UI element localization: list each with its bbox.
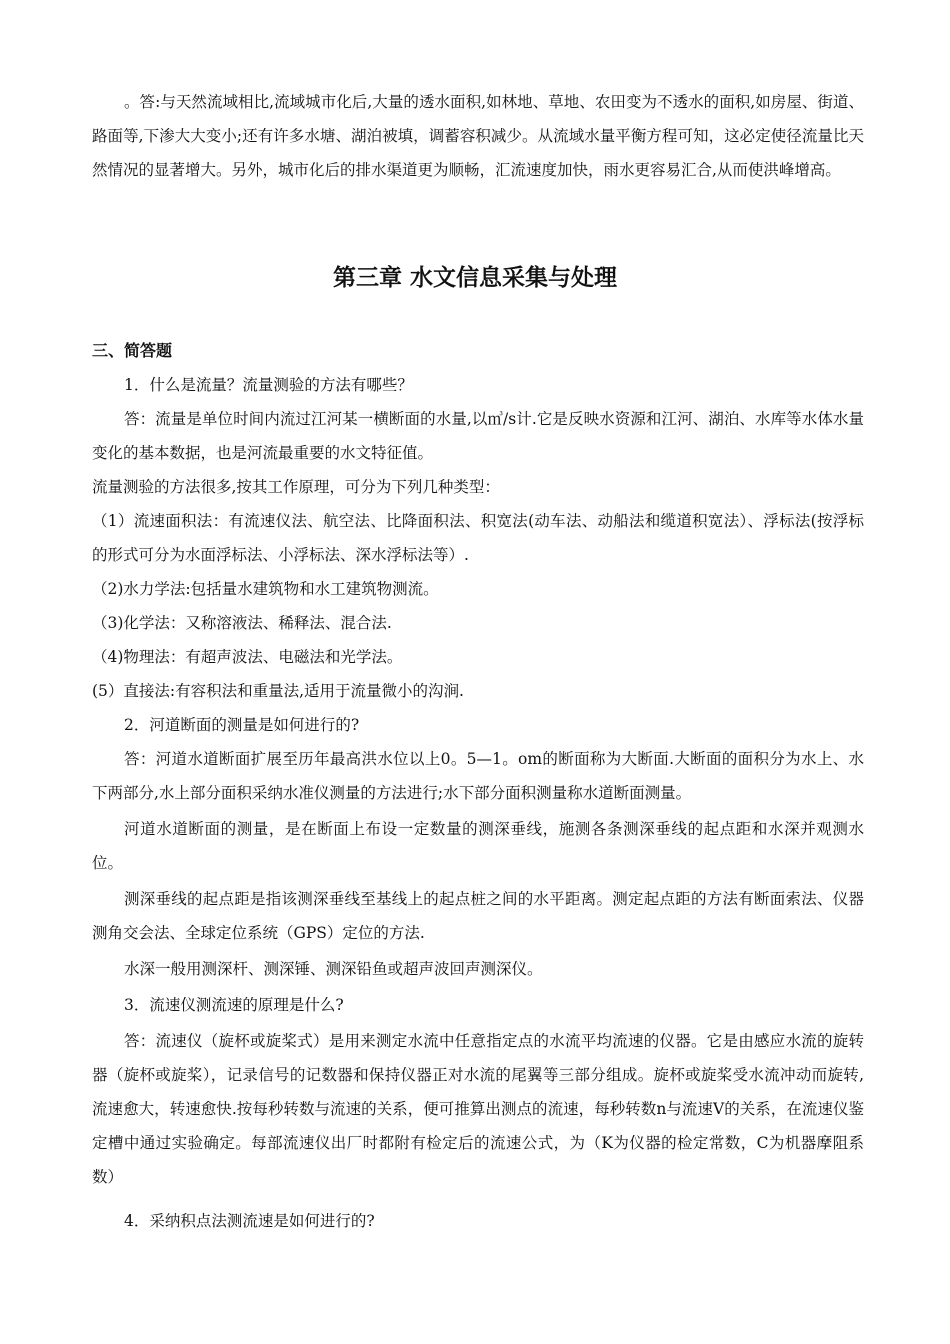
q3-answer: 答：流速仪（旋杯或旋桨式）是用来测定水流中任意指定点的水流平均流速的仪器。它是由感应水流的旋转器（旋杯或旋桨），记录信号的记数器和保持仪器正对水流的尾翼等三部分组成。旋杯或旋桨受水流冲动而旋转,流速愈大，转速愈快.按每秒转数与流速的关系，便可推算出测点的流速，每秒转数n与流速V的关系，在流速仪鉴定槽中通过实验确定。每部流速仪出厂时都附有检定后的流速公式，为（K为仪器的检定常数，C为机器摩阻系数）: [92, 1032, 864, 1186]
q1-method-5: (5）直接法:有容积法和重量法,适用于流量微小的沟涧.: [92, 682, 464, 700]
q1-method-3: （3)化学法：又称溶液法、稀释法、混合法.: [92, 614, 392, 632]
q1-question: 1．什么是流量？流量测验的方法有哪些？: [124, 376, 413, 394]
intro-answer-paragraph: 。答:与天然流域相比,流域城市化后,大量的透水面积,如林地、草地、农田变为不透水的面积,如房屋、街道、路面等,下渗大大变小;还有许多水塘、湖泊被填，调蓄容积减少。从流域水量平衡方程可知，这必定使径流量比天然情况的显著增大。另外，城市化后的排水渠道更为顺畅，汇流速度加快，雨水更容易汇合,从而使洪峰增高。: [92, 93, 864, 179]
q4-question: 4．采纳积点法测流速是如何进行的?: [124, 1212, 375, 1230]
q2-paragraph-2: 河道水道断面的测量，是在断面上布设一定数量的测深垂线，施测各条测深垂线的起点距和水深并观测水位。: [92, 820, 864, 872]
q2-question: 2．河道断面的测量是如何进行的?: [124, 716, 360, 734]
q1-answer: 答：流量是单位时间内流过江河某一横断面的水量,以㎥/s计.它是反映水资源和江河、湖泊、水库等水体水量变化的基本数据，也是河流最重要的水文特征值。: [92, 410, 864, 462]
q1-method-2: （2)水力学法:包括量水建筑物和水工建筑物测流。: [92, 580, 439, 598]
q2-paragraph-4: 水深一般用测深杆、测深锤、测深铅鱼或超声波回声测深仪。: [124, 960, 543, 978]
q1-methods-intro: 流量测验的方法很多,按其工作原理，可分为下列几种类型：: [92, 478, 500, 496]
q2-paragraph-3: 测深垂线的起点距是指该测深垂线至基线上的起点桩之间的水平距离。测定起点距的方法有断面索法、仪器测角交会法、全球定位系统（GPS）定位的方法.: [92, 890, 864, 942]
q3-question: 3．流速仪测流速的原理是什么?: [124, 996, 344, 1014]
section-heading: 三、简答题: [92, 341, 173, 360]
q2-answer: 答：河道水道断面扩展至历年最高洪水位以上0。5—1。om的断面称为大断面.大断面的面积分为水上、水下两部分,水上部分面积采纳水准仪测量的方法进行;水下部分面积测量称水道断面测量。: [92, 750, 864, 802]
chapter-title: 第三章 水文信息采集与处理: [332, 265, 617, 291]
q1-method-4: （4)物理法：有超声波法、电磁法和光学法。: [92, 648, 403, 666]
q1-method-1: （1）流速面积法：有流速仪法、航空法、比降面积法、积宽法(动车法、动船法和缆道积宽法）、浮标法(按浮标的形式可分为水面浮标法、小浮标法、深水浮标法等）.: [92, 512, 864, 564]
